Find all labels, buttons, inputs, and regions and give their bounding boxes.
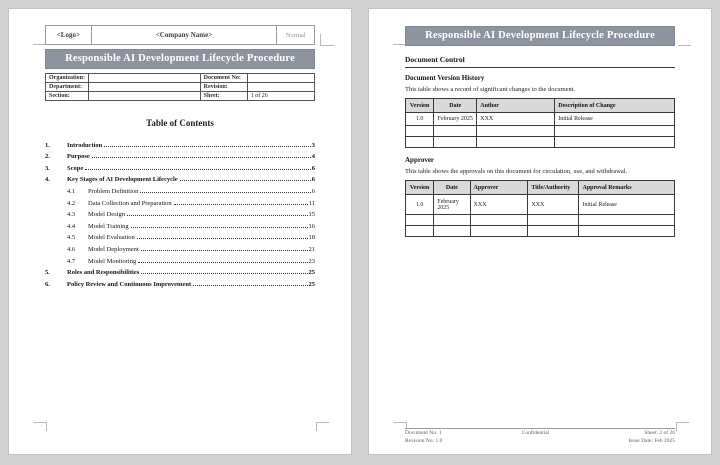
toc-entry-label: Introduction: [67, 141, 103, 149]
toc-entry[interactable]: [45, 149, 315, 161]
toc-leader-dots: [137, 238, 308, 239]
toc-entry[interactable]: [45, 172, 315, 184]
toc-heading: Table of Contents: [146, 118, 214, 128]
table-row: [406, 226, 675, 237]
cell-author: XXX: [477, 113, 555, 126]
footer-sheet: Sheet: 2 of 26: [644, 430, 675, 436]
toc-entry[interactable]: [45, 276, 315, 288]
toc-leader-dots: [127, 215, 307, 216]
toc-leader-dots: [85, 169, 311, 170]
cell-approval-remarks: [579, 215, 675, 226]
toc-entry-label: Roles and Responsibilities: [67, 269, 140, 277]
info-value: [247, 83, 314, 92]
toc-entry-page: 6: [311, 176, 315, 184]
cell-author: [477, 126, 555, 137]
version-history-table: [405, 98, 675, 148]
info-row: [46, 83, 315, 92]
toc-entry-label: Model Training: [88, 222, 129, 230]
toc-entry[interactable]: [45, 195, 315, 207]
cell-date: [434, 137, 477, 148]
toc-entry-number: 4.: [45, 176, 50, 184]
version-history-heading: Document Version History: [405, 74, 485, 82]
toc-leader-dots: [141, 273, 307, 274]
toc-entry-page: 6: [311, 187, 315, 195]
cell-approver: [470, 226, 528, 237]
toc-entry-page: 6: [311, 164, 315, 172]
toc-leader-dots: [140, 192, 310, 193]
column-header: Version: [406, 99, 434, 113]
toc-entry[interactable]: [45, 265, 315, 277]
footer-right: [628, 430, 675, 445]
toc-entry-number: 3.: [45, 164, 50, 172]
info-value: [89, 74, 201, 83]
cell-title-authority: [528, 226, 579, 237]
cell-version: [406, 137, 434, 148]
toc-entry[interactable]: [45, 253, 315, 265]
column-header: Version: [406, 181, 434, 195]
toc-entry-label: Data Collection and Preparation: [88, 199, 172, 207]
toc-leader-dots: [141, 250, 308, 251]
cell-date: [434, 215, 470, 226]
cell-date: [434, 226, 470, 237]
cell-version: [406, 215, 434, 226]
cell-date: February 2025: [434, 113, 477, 126]
cell-title-authority: [528, 215, 579, 226]
cell-approver: [470, 215, 528, 226]
column-header: Author: [477, 99, 555, 113]
info-row: [46, 74, 315, 83]
info-label: Department:: [46, 83, 89, 92]
toc-entry-number: 4.3: [67, 211, 76, 219]
toc-entry-number: 1.: [45, 141, 50, 149]
info-value: [247, 74, 314, 83]
toc-entry-label: Scope: [67, 164, 84, 172]
style-label: Normal: [277, 26, 315, 45]
toc-leader-dots: [104, 146, 310, 147]
toc-entry-page: 4: [311, 153, 315, 161]
toc-entry-page: 3: [311, 141, 315, 149]
document-page-1[interactable]: [8, 8, 352, 455]
document-title-banner: Responsible AI Development Lifecycle Procedure: [45, 49, 315, 69]
cell-approval-remarks: Initial Release: [579, 195, 675, 215]
footer-confidential-label: Confidential: [521, 430, 550, 436]
toc-entry[interactable]: [45, 241, 315, 253]
logo-placeholder: <Logo>: [46, 26, 92, 45]
section-heading-document-control: Document Control: [405, 55, 675, 68]
toc-leader-dots: [92, 157, 311, 158]
company-header-table: [45, 25, 315, 45]
toc-leader-dots: [180, 180, 311, 181]
approver-description: This table shows the approvals on this document for circulation, use, and withdrawal.: [405, 168, 628, 175]
cell-version: [406, 226, 434, 237]
text-boundary-mark: [316, 422, 329, 431]
toc-entry-page: 18: [308, 234, 315, 242]
toc-leader-dots: [193, 285, 307, 286]
info-label: Section:: [46, 92, 89, 101]
company-name-placeholder: <Company Name>: [91, 26, 277, 45]
page-footer: [405, 428, 675, 445]
table-header-row: [406, 99, 675, 113]
cell-date: [434, 126, 477, 137]
toc-entry-page: 21: [308, 245, 315, 253]
cell-description: [555, 137, 675, 148]
toc-leader-dots: [138, 262, 307, 263]
toc-entry-page: 11: [308, 199, 315, 207]
toc-entry-page: 15: [308, 211, 315, 219]
table-row: [406, 195, 675, 215]
cell-description: [555, 126, 675, 137]
info-label: Document No:: [200, 74, 247, 83]
toc-entry-number: 4.7: [67, 257, 76, 265]
column-header: Approval Remarks: [579, 181, 675, 195]
toc-entry[interactable]: [45, 218, 315, 230]
toc-entry[interactable]: [45, 160, 315, 172]
cell-description: Initial Release: [555, 113, 675, 126]
toc-entry-label: Model Design: [88, 211, 126, 219]
toc-entry-page: 23: [308, 257, 315, 265]
toc-entry[interactable]: [45, 207, 315, 219]
toc-entry-label: Model Monitoring: [88, 257, 137, 265]
table-of-contents: [45, 137, 315, 288]
toc-entry-page: 25: [308, 280, 315, 288]
document-title-banner: Responsible AI Development Lifecycle Procedure: [405, 26, 675, 46]
table-row: [406, 215, 675, 226]
table-row: [406, 126, 675, 137]
cell-version: 1.0: [406, 195, 434, 215]
toc-entry-page: 16: [308, 222, 315, 230]
column-header: Approver: [470, 181, 528, 195]
footer-issue-date: Issue Date: Feb 2025: [628, 437, 675, 444]
footer-document-no: Document No: 1: [405, 430, 442, 436]
cell-title-authority: XXX: [528, 195, 579, 215]
toc-entry-label: Model Evaluation: [88, 234, 135, 242]
toc-entry-number: 4.5: [67, 234, 76, 242]
info-label: Sheet:: [200, 92, 247, 101]
approver-table: [405, 180, 675, 237]
info-value: [89, 92, 201, 101]
toc-entry-label: Problem Definition: [88, 187, 139, 195]
footer-revision-no: Revision No: 1.0: [405, 437, 443, 444]
info-label: Organization:: [46, 74, 89, 83]
toc-entry-label: Purpose: [67, 153, 90, 161]
info-value: 1 of 26: [247, 92, 314, 101]
info-value: [89, 83, 201, 92]
table-row: [406, 113, 675, 126]
column-header: Date: [434, 99, 477, 113]
document-page-2[interactable]: [368, 8, 712, 455]
toc-entry-label: Policy Review and Continuous Improvement: [67, 280, 192, 288]
version-history-description: This table shows a record of significant changes to the document.: [405, 86, 576, 93]
toc-entry-number: 2.: [45, 153, 50, 161]
cell-version: 1.0: [406, 113, 434, 126]
cell-version: [406, 126, 434, 137]
toc-entry-label: Model Deployment: [88, 245, 139, 253]
toc-entry[interactable]: [45, 183, 315, 195]
toc-entry-number: 6.: [45, 280, 50, 288]
toc-entry-number: 4.6: [67, 245, 76, 253]
toc-entry-number: 4.4: [67, 222, 76, 230]
column-header: Date: [434, 181, 470, 195]
cell-approver: XXX: [470, 195, 528, 215]
info-row: [46, 92, 315, 101]
cell-approval-remarks: [579, 226, 675, 237]
toc-entry-page: 25: [308, 269, 315, 277]
text-boundary-mark: [676, 422, 689, 431]
document-info-table: [45, 73, 315, 101]
table-header-row: [406, 181, 675, 195]
footer-left: [405, 430, 442, 445]
info-label: Revision:: [200, 83, 247, 92]
toc-leader-dots: [174, 204, 308, 205]
toc-leader-dots: [131, 227, 308, 228]
toc-entry-label: Key Stages of AI Development Lifecycle: [67, 176, 178, 184]
approver-heading: Approver: [405, 156, 435, 164]
cell-author: [477, 137, 555, 148]
text-boundary-mark: [34, 422, 47, 431]
toc-entry[interactable]: [45, 230, 315, 242]
toc-entry-number: 5.: [45, 269, 50, 277]
toc-entry-number: 4.2: [67, 199, 76, 207]
table-row: [406, 137, 675, 148]
column-header: Title/Authority: [528, 181, 579, 195]
toc-entry[interactable]: [45, 137, 315, 149]
cell-date: February 2025: [434, 195, 470, 215]
toc-entry-number: 4.1: [67, 187, 76, 195]
column-header: Description of Change: [555, 99, 675, 113]
